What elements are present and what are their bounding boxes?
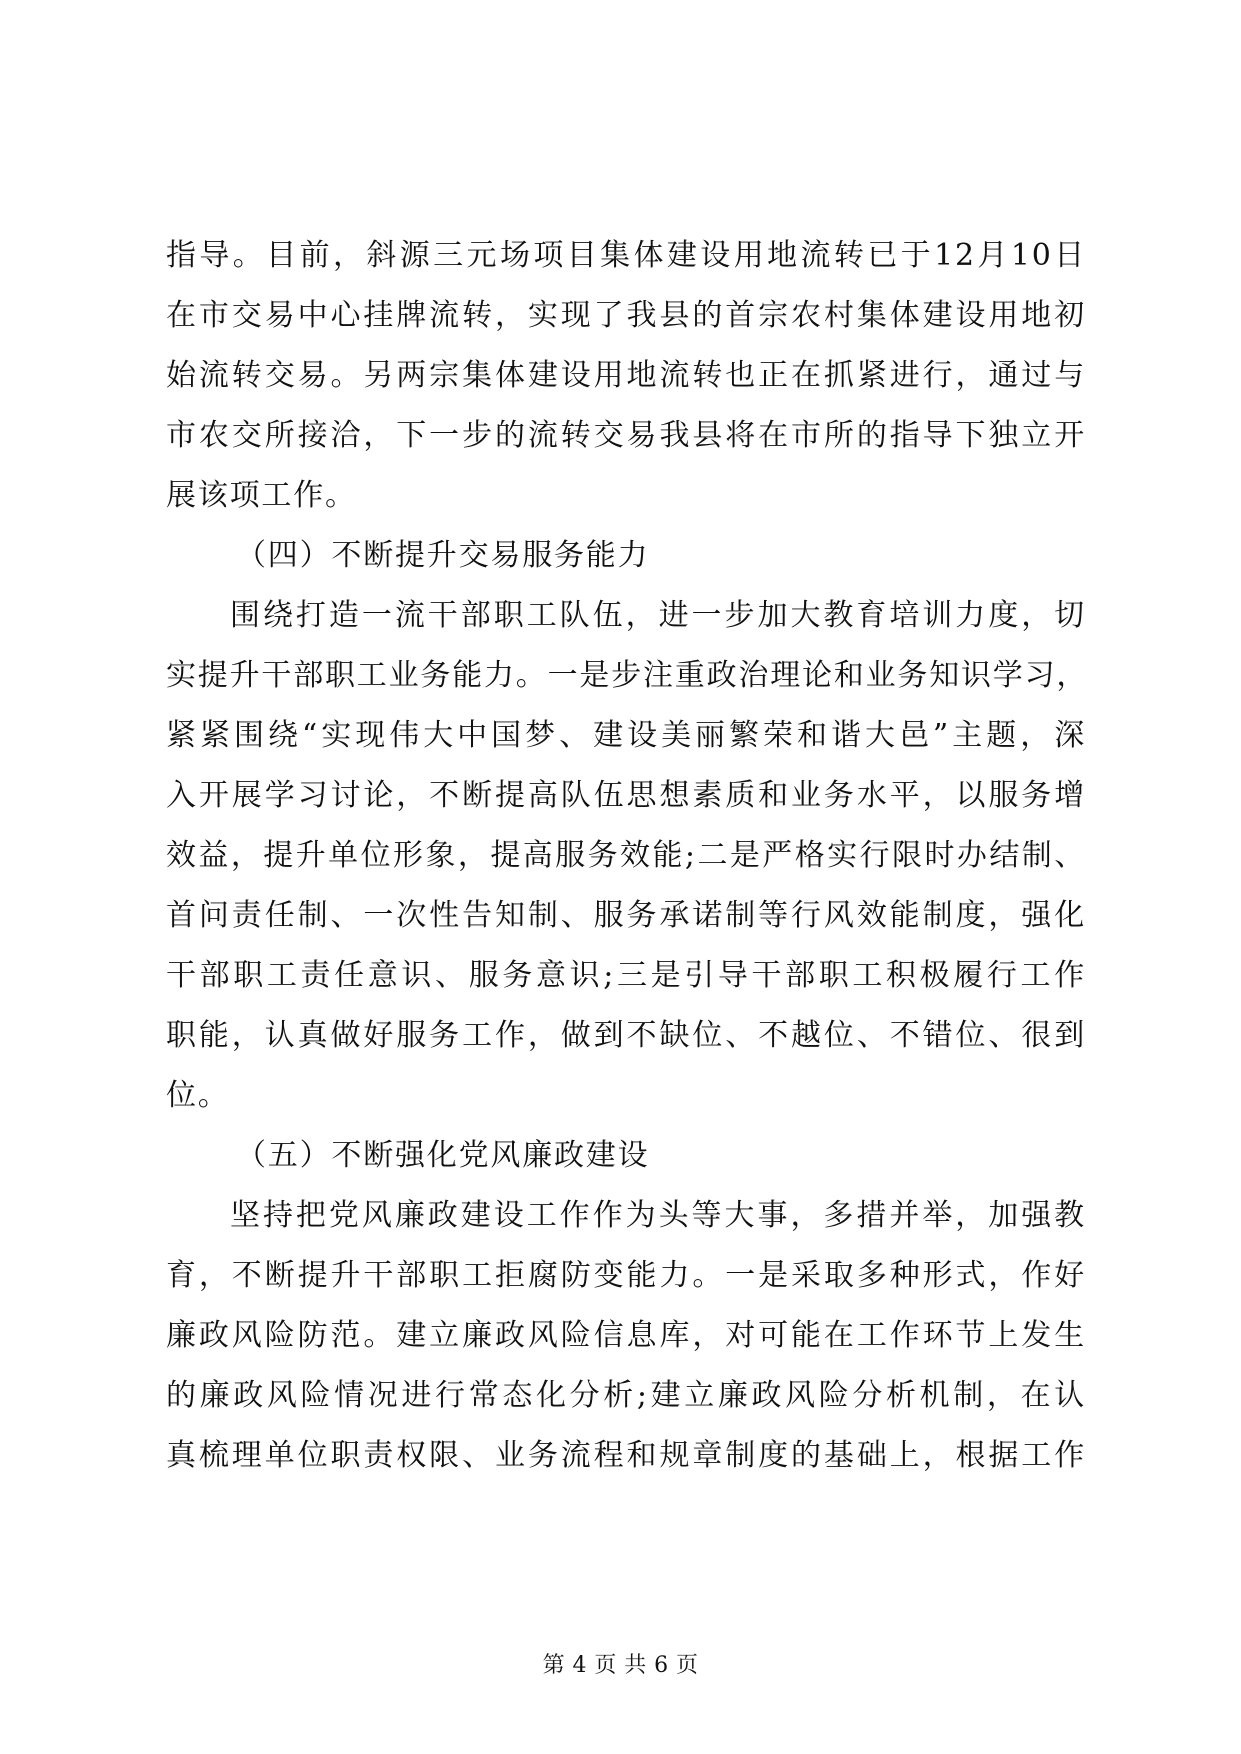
section-heading: （五）不断强化党风廉政建设 [236, 1138, 650, 1173]
text-line: 指导。目前，斜源三元场项目集体建设用地流转已于12月10日 [166, 238, 1086, 273]
text-line: 在市交易中心挂牌流转，实现了我县的首宗农村集体建设用地初 [166, 298, 1086, 333]
text-line: 首问责任制、一次性告知制、服务承诺制等行风效能制度，强化 [166, 898, 1086, 933]
text-line: 围绕打造一流干部职工队伍，进一步加大教育培训力度，切 [230, 598, 1086, 633]
text-line: 的廉政风险情况进行常态化分析;建立廉政风险分析机制，在认 [166, 1378, 1086, 1413]
section-heading: （四）不断提升交易服务能力 [236, 538, 650, 573]
text-line: 位。 [166, 1078, 230, 1113]
text-line: 效益，提升单位形象，提高服务效能;二是严格实行限时办结制、 [166, 838, 1086, 873]
text-line: 实提升干部职工业务能力。一是步注重政治理论和业务知识学习， [166, 658, 1089, 693]
page-number: 第 4 页 共 6 页 [542, 1653, 699, 1678]
text-line: 入开展学习讨论，不断提高队伍思想素质和业务水平，以服务增 [166, 778, 1086, 813]
text-line: 展该项工作。 [166, 478, 357, 513]
text-line: 始流转交易。另两宗集体建设用地流转也正在抓紧进行，通过与 [166, 358, 1086, 393]
text-line: 职能，认真做好服务工作，做到不缺位、不越位、不错位、很到 [166, 1018, 1086, 1053]
text-line: 干部职工责任意识、服务意识;三是引导干部职工积极履行工作 [166, 958, 1086, 993]
text-line: 市农交所接洽，下一步的流转交易我县将在市所的指导下独立开 [166, 418, 1086, 453]
text-line: 育，不断提升干部职工拒腐防变能力。一是采取多种形式，作好 [166, 1258, 1086, 1293]
text-line: 廉政风险防范。建立廉政风险信息库，对可能在工作环节上发生 [166, 1318, 1086, 1353]
text-line: 坚持把党风廉政建设工作作为头等大事，多措并举，加强教 [230, 1198, 1086, 1233]
text-line: 真梳理单位职责权限、业务流程和规章制度的基础上，根据工作 [166, 1438, 1086, 1473]
document-body [166, 226, 1089, 1486]
text-line: 紧紧围绕“实现伟大中国梦、建设美丽繁荣和谐大邑”主题，深 [166, 718, 1086, 753]
